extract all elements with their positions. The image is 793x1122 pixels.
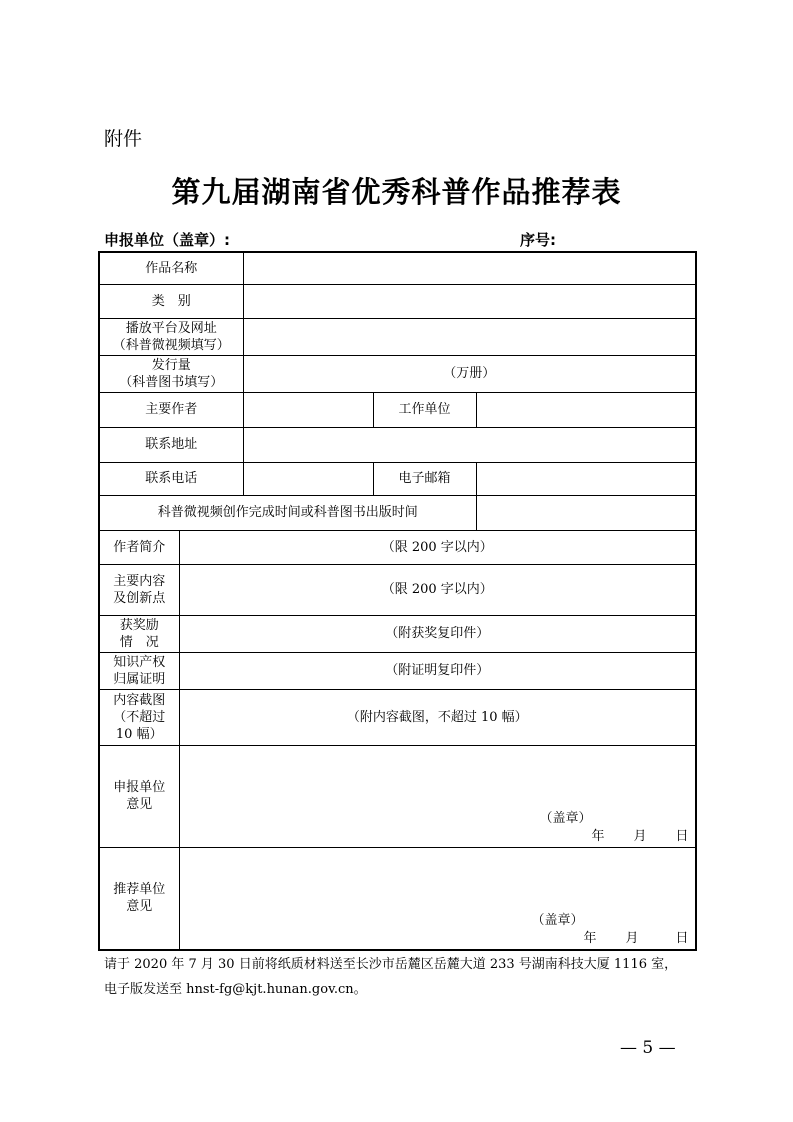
address-label: 联系地址 bbox=[99, 427, 243, 462]
attachment-label: 附件 bbox=[104, 128, 143, 150]
address-field[interactable] bbox=[243, 427, 696, 462]
circulation-label-line2: （科普图书填写） bbox=[119, 374, 224, 390]
email-field[interactable] bbox=[476, 462, 696, 495]
platform-label-line1: 播放平台及网址 bbox=[125, 320, 217, 336]
awards-label-line2: 情 况 bbox=[119, 634, 159, 650]
ip-proof-label bbox=[99, 652, 179, 689]
screenshots-label-line3: 10 幅） bbox=[115, 726, 163, 742]
main-author-field[interactable] bbox=[243, 392, 373, 427]
content-field[interactable]: （限 200 字以内） bbox=[179, 564, 696, 615]
serial-number-label: 序号: bbox=[520, 231, 556, 249]
awards-label-line1: 获奖励 bbox=[119, 617, 159, 633]
screenshots-label bbox=[99, 689, 179, 745]
circulation-field[interactable]: （万册） bbox=[243, 355, 696, 392]
awards-field[interactable]: （附获奖复印件） bbox=[179, 615, 696, 652]
recommender-day-label: 日 bbox=[675, 930, 689, 946]
email-instructions: 电子版发送至 hnst-fg@kjt.hunan.gov.cn。 bbox=[104, 982, 367, 997]
recommender-year-label: 年 bbox=[583, 930, 597, 946]
author-intro-label: 作者简介 bbox=[99, 530, 179, 564]
completion-time-field[interactable] bbox=[476, 495, 696, 530]
circulation-label-line1: 发行量 bbox=[151, 357, 191, 373]
ip-proof-label-line1: 知识产权 bbox=[113, 654, 166, 670]
submission-instructions: 请于 2020 年 7 月 30 日前将纸质材料送至长沙市岳麓区岳麓大道 233 号湖南科技大厦 1116 室， bbox=[104, 957, 678, 972]
category-field[interactable] bbox=[243, 284, 696, 318]
awards-label bbox=[99, 615, 179, 652]
recommender-month-label: 月 bbox=[625, 930, 639, 946]
category-label: 类 别 bbox=[99, 284, 243, 318]
work-name-field[interactable] bbox=[243, 252, 696, 284]
phone-label: 联系电话 bbox=[99, 462, 243, 495]
applicant-seal-label: （盖章） bbox=[539, 810, 592, 826]
screenshots-label-line2: （不超过 bbox=[113, 709, 166, 725]
recommender-opinion-label-line2: 意见 bbox=[126, 899, 153, 914]
main-author-label: 主要作者 bbox=[99, 392, 243, 427]
recommendation-form bbox=[98, 251, 697, 951]
applicant-year-label: 年 bbox=[591, 828, 605, 844]
page-number: — 5 — bbox=[620, 1038, 676, 1058]
applicant-opinion-label-line1: 申报单位 bbox=[113, 780, 166, 795]
platform-field[interactable] bbox=[243, 318, 696, 355]
platform-label bbox=[99, 318, 243, 355]
content-label-line1: 主要内容 bbox=[113, 573, 166, 589]
recommender-seal-label: （盖章） bbox=[531, 912, 584, 928]
recommender-opinion-label-line1: 推荐单位 bbox=[113, 882, 166, 897]
work-unit-field[interactable] bbox=[476, 392, 696, 427]
screenshots-field[interactable]: （附内容截图，不超过 10 幅） bbox=[179, 689, 696, 745]
work-unit-label: 工作单位 bbox=[373, 392, 476, 427]
work-name-label: 作品名称 bbox=[99, 252, 243, 284]
screenshots-label-line1: 内容截图 bbox=[113, 692, 166, 708]
email-label: 电子邮箱 bbox=[373, 462, 476, 495]
content-label-line2: 及创新点 bbox=[113, 590, 166, 606]
ip-proof-label-line2: 归属证明 bbox=[113, 671, 166, 687]
platform-label-line2: （科普微视频填写） bbox=[112, 337, 230, 353]
page-title: 第九届湖南省优秀科普作品推荐表 bbox=[171, 175, 622, 209]
recommender-opinion-label bbox=[99, 847, 179, 950]
applicant-opinion-label-line2: 意见 bbox=[126, 797, 153, 812]
ip-proof-field[interactable]: （附证明复印件） bbox=[179, 652, 696, 689]
author-intro-field[interactable]: （限 200 字以内） bbox=[179, 530, 696, 564]
applicant-unit-label: 申报单位（盖章）: bbox=[104, 231, 230, 249]
completion-time-label: 科普微视频创作完成时间或科普图书出版时间 bbox=[99, 495, 476, 530]
recommender-opinion-field[interactable] bbox=[179, 847, 696, 950]
phone-field[interactable] bbox=[243, 462, 373, 495]
circulation-label bbox=[99, 355, 243, 392]
content-label bbox=[99, 564, 179, 615]
applicant-day-label: 日 bbox=[675, 828, 689, 844]
applicant-month-label: 月 bbox=[633, 828, 647, 844]
applicant-opinion-field[interactable] bbox=[179, 745, 696, 847]
applicant-opinion-label bbox=[99, 745, 179, 847]
